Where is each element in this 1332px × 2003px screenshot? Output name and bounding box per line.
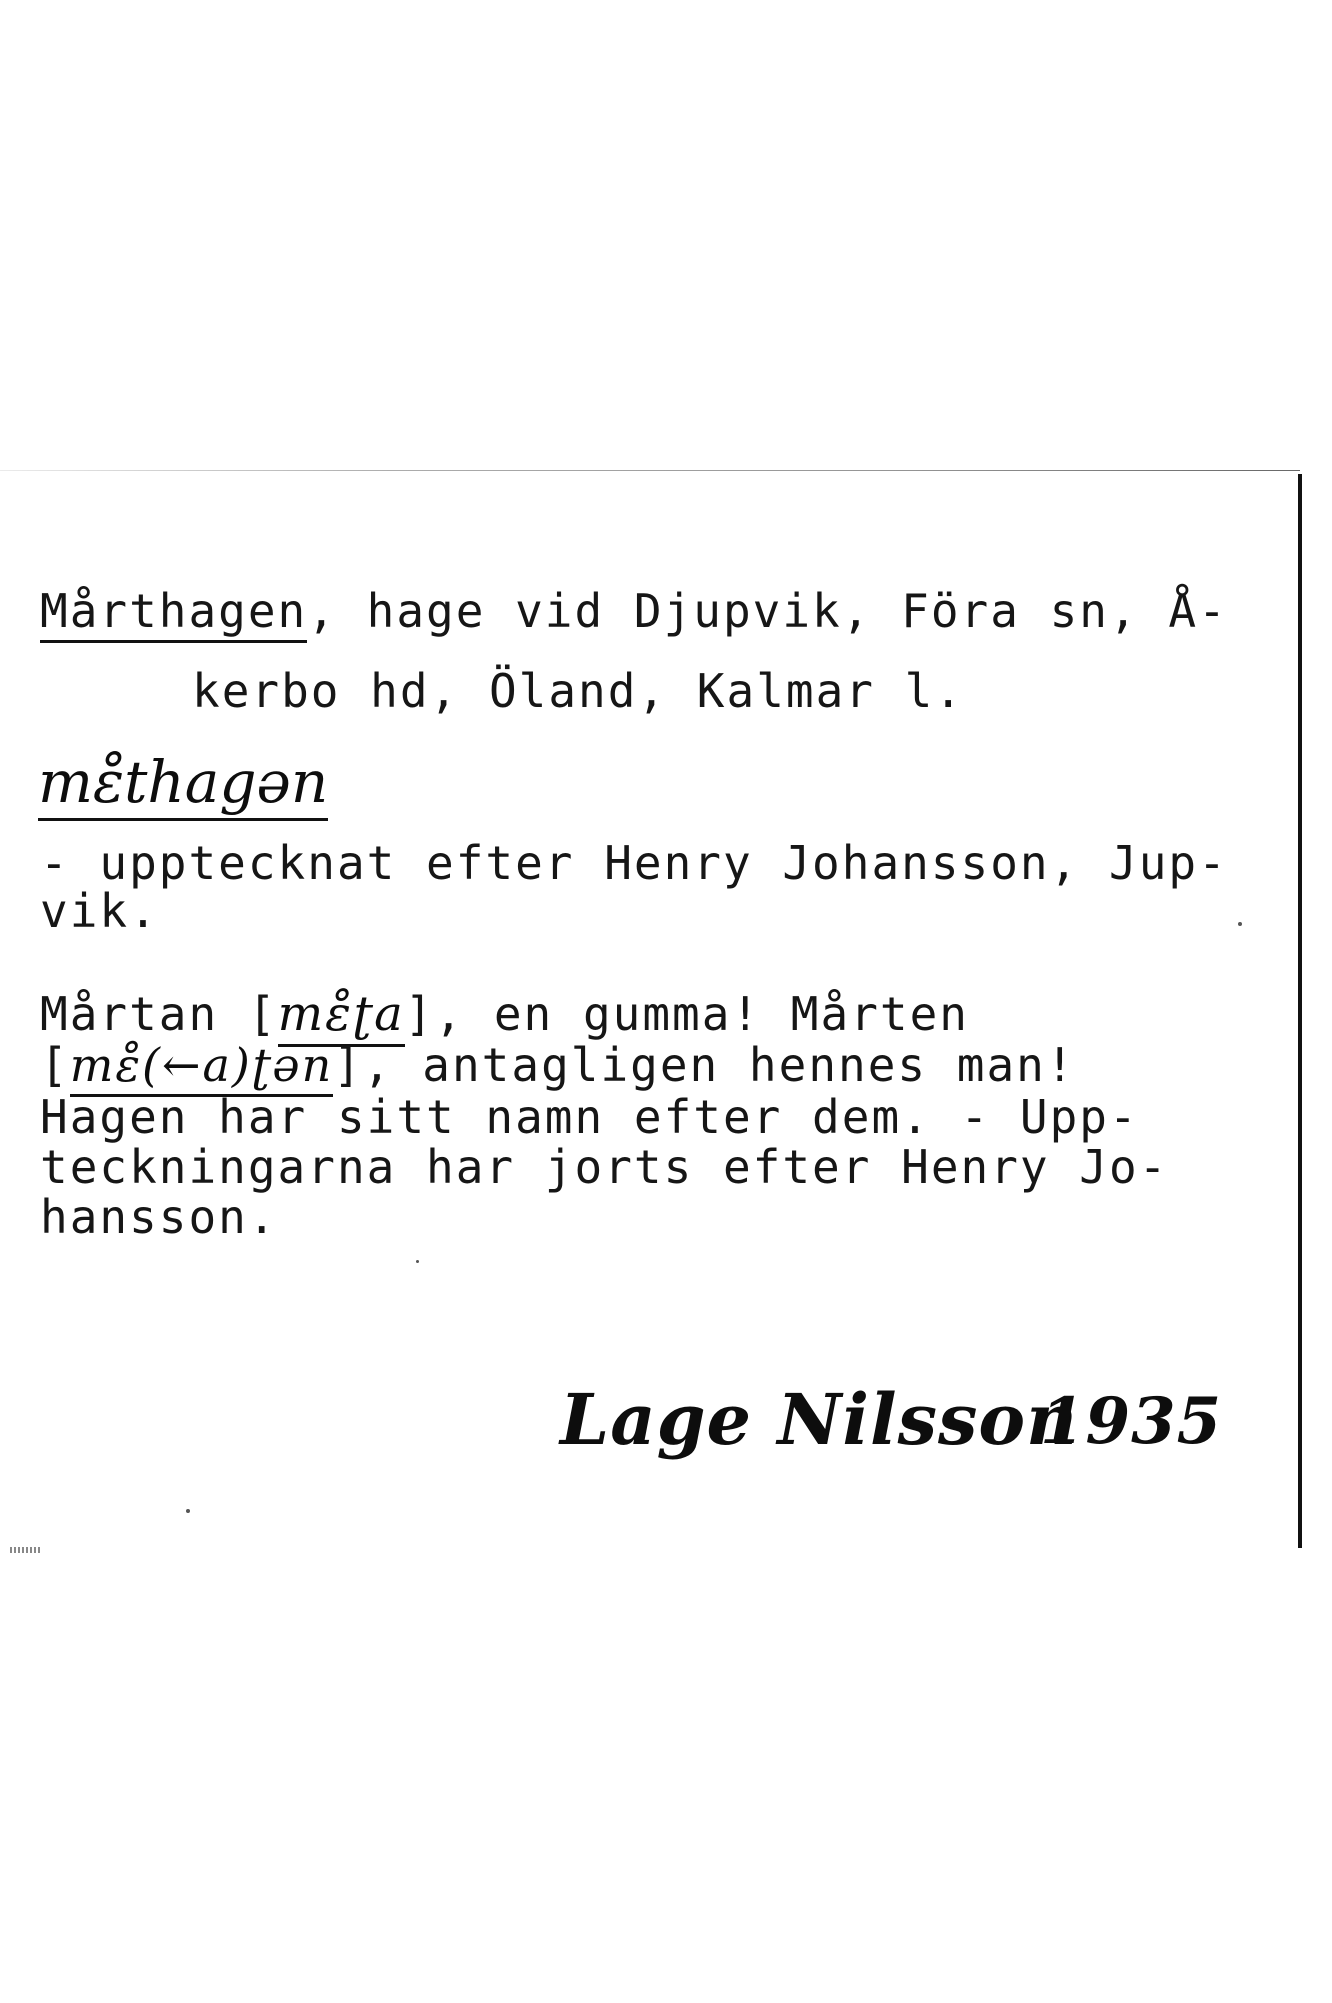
entry-line-1-text: , hage vid Djupvik, Föra sn, Å- [307,584,1228,638]
scan-artifact [10,1547,40,1553]
entry-line-7: Hagen har sitt namn efter dem. - Upp- [40,1090,1139,1144]
signature-year: 1935 [1040,1384,1223,1459]
entry-line-9: hansson. [40,1190,278,1244]
speck [416,1260,419,1263]
signature: Lage Nilsson [560,1378,1078,1461]
headword: Mårthagen [40,584,307,643]
entry-line-6: [mɛ̊(←a)ʈən], antagligen hennes man! [40,1042,1076,1088]
speck [186,1509,190,1513]
entry-line-5: Mårtan [mɛ̊ʈa], en gumma! Mårten [40,990,969,1038]
card-right-edge [1298,474,1302,1548]
entry-line-2: kerbo hd, Öland, Kalmar l. [192,664,965,718]
phonetic-headword: mɛ̊thagən [38,748,328,816]
phonetic-martan: mɛ̊ʈa [278,986,405,1047]
phonetic-marten: mɛ̊(←a)ʈən [70,1038,334,1097]
entry-line-8: teckningarna har jorts efter Henry Jo- [40,1140,1169,1194]
card-top-edge [0,470,1300,471]
entry-line-4: vik. [40,884,159,938]
speck [1238,922,1242,926]
entry-line-1 [40,584,1228,638]
entry-line-3: - upptecknat efter Henry Johansson, Jup- [40,836,1228,890]
